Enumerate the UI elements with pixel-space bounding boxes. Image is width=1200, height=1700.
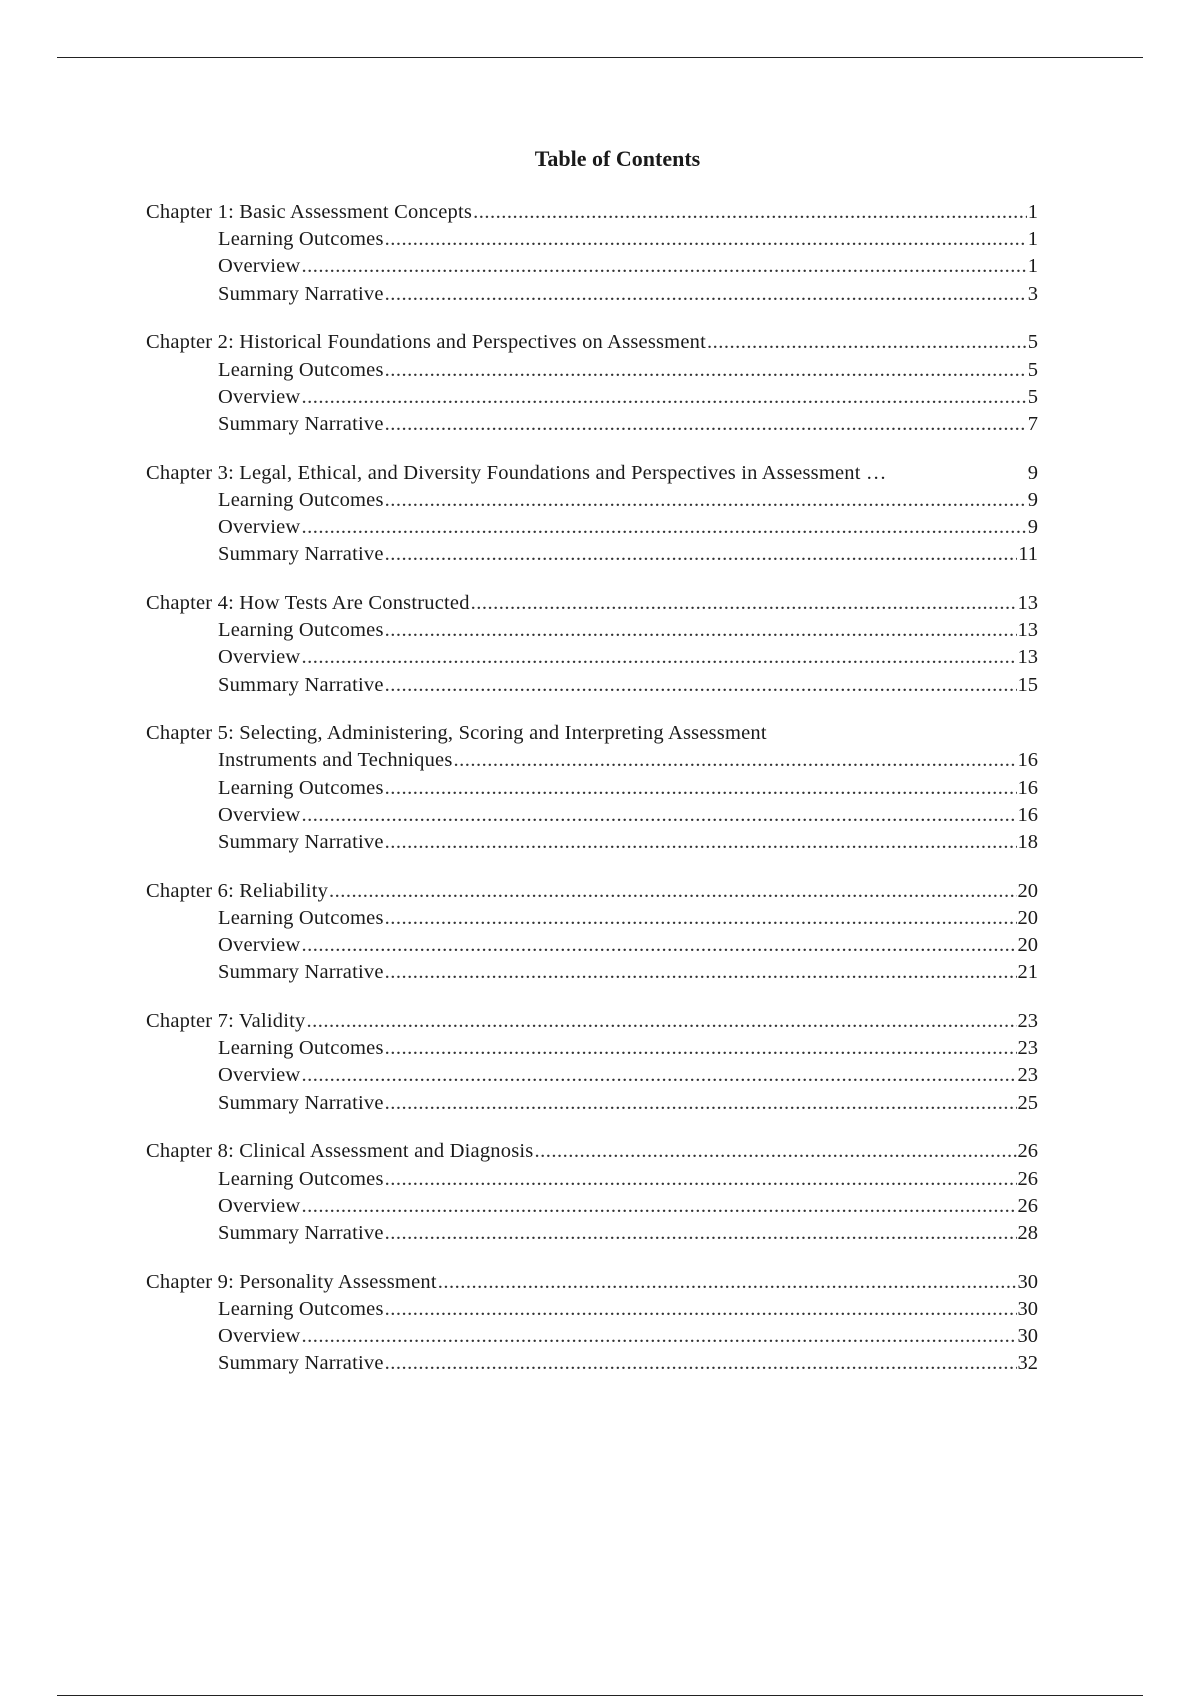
dot-leader bbox=[385, 487, 1027, 514]
toc-page-number: 23 bbox=[1017, 1010, 1038, 1033]
toc-entry-label: Overview bbox=[218, 1064, 301, 1087]
toc-entry-learning-outcomes[interactable] bbox=[146, 1296, 1038, 1323]
toc-page-number: 26 bbox=[1017, 1167, 1038, 1190]
dot-leader bbox=[385, 226, 1027, 253]
toc-entry-label: Learning Outcomes bbox=[218, 358, 384, 381]
toc-entry-chapter-4[interactable] bbox=[146, 590, 1038, 617]
dot-leader bbox=[385, 1220, 1017, 1247]
toc-page-number: 23 bbox=[1017, 1064, 1038, 1087]
toc-entry-learning-outcomes[interactable] bbox=[146, 357, 1038, 384]
dot-leader bbox=[301, 1062, 1016, 1089]
toc-page-number: 13 bbox=[1017, 591, 1038, 614]
toc-page-number: 1 bbox=[1027, 228, 1038, 251]
toc-entry-chapter-2[interactable] bbox=[146, 329, 1038, 356]
dot-leader bbox=[385, 357, 1027, 384]
toc-entry-chapter-5-line-1[interactable] bbox=[146, 720, 1038, 747]
toc-page-number: 26 bbox=[1017, 1194, 1038, 1217]
dot-leader bbox=[385, 411, 1027, 438]
toc-page-number: 30 bbox=[1017, 1325, 1038, 1348]
toc-entry-learning-outcomes[interactable] bbox=[146, 905, 1038, 932]
toc-chapter-8 bbox=[146, 1138, 1038, 1247]
dot-leader bbox=[454, 747, 1017, 774]
toc-entry-overview[interactable] bbox=[146, 1323, 1038, 1350]
toc-entry-chapter-3[interactable] bbox=[146, 460, 1038, 487]
toc-page-number: 18 bbox=[1017, 831, 1038, 854]
toc-title: Table of Contents bbox=[534, 146, 701, 171]
toc-page-number: 23 bbox=[1017, 1037, 1038, 1060]
dot-leader bbox=[385, 1090, 1017, 1117]
dot-leader bbox=[301, 802, 1016, 829]
dot-leader bbox=[385, 959, 1017, 986]
toc-entry-label: Overview bbox=[218, 255, 301, 278]
toc-entry-label: Instruments and Techniques bbox=[218, 749, 453, 772]
toc-entry-label: Summary Narrative bbox=[218, 1222, 384, 1244]
toc-chapter-7 bbox=[146, 1008, 1038, 1117]
toc-page-number: 20 bbox=[1017, 934, 1038, 957]
toc-entry-label: Chapter 7: Validity bbox=[146, 1010, 306, 1033]
dot-leader bbox=[385, 672, 1017, 699]
dot-leader bbox=[385, 541, 1018, 568]
toc-entry-label: Learning Outcomes bbox=[218, 1167, 384, 1190]
dot-leader bbox=[385, 1296, 1017, 1323]
dot-leader bbox=[301, 384, 1026, 411]
toc-page-number: 20 bbox=[1017, 906, 1038, 929]
toc-entry-label: Chapter 3: Legal, Ethical, and Diversity Foundations and Perspectives in Assessment … bbox=[146, 461, 887, 484]
toc-entry-label: Summary Narrative bbox=[218, 543, 384, 566]
toc-entry-overview[interactable] bbox=[146, 514, 1038, 541]
toc-entry-label: Chapter 6: Reliability bbox=[146, 879, 329, 902]
toc-entry-overview[interactable] bbox=[146, 1193, 1038, 1220]
toc-entry-summary-narrative[interactable] bbox=[146, 281, 1038, 308]
dot-leader bbox=[534, 1138, 1016, 1165]
toc-entry-learning-outcomes[interactable] bbox=[146, 487, 1038, 514]
toc-entry-learning-outcomes[interactable] bbox=[146, 1166, 1038, 1193]
toc-entry-label: Learning Outcomes bbox=[218, 906, 384, 929]
toc-entry-chapter-6[interactable] bbox=[146, 878, 1038, 905]
toc-page-number: 3 bbox=[1027, 282, 1038, 305]
toc-entry-label: Learning Outcomes bbox=[218, 228, 384, 251]
toc-entry-summary-narrative[interactable] bbox=[146, 411, 1038, 438]
bottom-rule bbox=[57, 1695, 1143, 1696]
toc-chapter-4 bbox=[146, 590, 1038, 699]
toc-entry-label: Chapter 5: Selecting, Administering, Scoring and Interpreting Assessment bbox=[146, 722, 767, 745]
toc-entry-label: Chapter 4: How Tests Are Constructed bbox=[146, 591, 470, 614]
toc-entry-summary-narrative[interactable] bbox=[146, 541, 1038, 568]
toc-list bbox=[146, 199, 1038, 1399]
toc-entry-chapter-8[interactable] bbox=[146, 1138, 1038, 1165]
toc-page-number: 20 bbox=[1017, 879, 1038, 902]
dot-leader bbox=[438, 1269, 1017, 1296]
dot-leader bbox=[473, 199, 1027, 226]
toc-entry-summary-narrative[interactable] bbox=[146, 1220, 1038, 1247]
toc-entry-label: Learning Outcomes bbox=[218, 776, 384, 799]
toc-entry-chapter-5-line-2[interactable] bbox=[146, 747, 1038, 774]
toc-entry-label: Overview bbox=[218, 385, 301, 408]
toc-entry-label: Summary Narrative bbox=[218, 1352, 384, 1375]
toc-entry-overview[interactable] bbox=[146, 253, 1038, 280]
toc-entry-label: Learning Outcomes bbox=[218, 1297, 384, 1320]
toc-entry-summary-narrative[interactable] bbox=[146, 1090, 1038, 1117]
dot-leader bbox=[385, 617, 1017, 644]
toc-entry-label: Summary Narrative bbox=[218, 1091, 384, 1114]
dot-leader bbox=[301, 1193, 1016, 1220]
dot-leader bbox=[385, 1035, 1017, 1062]
toc-page-number: 15 bbox=[1017, 673, 1038, 696]
toc-entry-overview[interactable] bbox=[146, 1062, 1038, 1089]
toc-entry-label: Overview bbox=[218, 516, 301, 539]
toc-entry-learning-outcomes[interactable] bbox=[146, 617, 1038, 644]
toc-entry-label: Overview bbox=[218, 646, 301, 669]
dot-leader bbox=[301, 253, 1026, 280]
toc-page-number: 11 bbox=[1018, 543, 1038, 566]
toc-entry-label: Summary Narrative bbox=[218, 961, 384, 984]
toc-entry-label: Learning Outcomes bbox=[218, 488, 384, 511]
toc-page-number: 1 bbox=[1027, 201, 1038, 223]
toc-entry-overview[interactable] bbox=[146, 384, 1038, 411]
toc-page-number: 9 bbox=[1027, 488, 1038, 511]
dot-leader bbox=[301, 1323, 1016, 1350]
dot-leader bbox=[385, 775, 1017, 802]
toc-entry-label: Summary Narrative bbox=[218, 282, 384, 305]
toc-entry-label: Summary Narrative bbox=[218, 673, 384, 696]
toc-page-number: 7 bbox=[1027, 412, 1038, 435]
dot-leader bbox=[707, 329, 1027, 356]
toc-entry-summary-narrative[interactable] bbox=[146, 672, 1038, 699]
toc-chapter-3 bbox=[146, 460, 1038, 569]
toc-entry-overview[interactable] bbox=[146, 644, 1038, 671]
toc-entry-label: Learning Outcomes bbox=[218, 1037, 384, 1060]
toc-entry-label: Summary Narrative bbox=[218, 831, 384, 854]
dot-leader bbox=[385, 1350, 1017, 1377]
toc-entry-learning-outcomes[interactable] bbox=[146, 775, 1038, 802]
toc-page-number: 26 bbox=[1017, 1140, 1038, 1163]
toc-page-number: 5 bbox=[1027, 385, 1038, 408]
toc-entry-summary-narrative[interactable] bbox=[146, 959, 1038, 986]
toc-page-number: 28 bbox=[1017, 1222, 1038, 1244]
toc-page-number: 30 bbox=[1017, 1270, 1038, 1293]
toc-entry-label: Overview bbox=[218, 803, 301, 826]
toc-entry-learning-outcomes[interactable] bbox=[146, 226, 1038, 253]
toc-page-number: 21 bbox=[1017, 961, 1038, 984]
toc-entry-label: Overview bbox=[218, 1325, 301, 1348]
toc-chapter-6 bbox=[146, 878, 1038, 987]
dot-leader bbox=[301, 514, 1026, 541]
toc-entry-label: Summary Narrative bbox=[218, 412, 384, 435]
toc-entry-chapter-7[interactable] bbox=[146, 1008, 1038, 1035]
toc-page-number: 25 bbox=[1017, 1091, 1038, 1114]
dot-leader bbox=[385, 829, 1017, 856]
dot-leader bbox=[385, 905, 1017, 932]
dot-leader bbox=[385, 1166, 1017, 1193]
toc-page-number: 13 bbox=[1017, 646, 1038, 669]
toc-entry-overview[interactable] bbox=[146, 802, 1038, 829]
toc-entry-summary-narrative[interactable] bbox=[146, 829, 1038, 856]
toc-entry-chapter-9[interactable] bbox=[146, 1269, 1038, 1296]
toc-entry-label: Overview bbox=[218, 934, 301, 957]
toc-page-number: 32 bbox=[1017, 1352, 1038, 1375]
toc-page-number: 9 bbox=[1027, 461, 1038, 484]
toc-page-number: 1 bbox=[1027, 255, 1038, 278]
toc-page-number: 13 bbox=[1017, 619, 1038, 642]
toc-entry-label: Learning Outcomes bbox=[218, 619, 384, 642]
toc-entry-label: Chapter 1: Basic Assessment Concepts bbox=[146, 201, 473, 223]
dot-leader bbox=[471, 590, 1017, 617]
toc-page-number: 16 bbox=[1017, 803, 1038, 826]
dot-leader bbox=[329, 878, 1016, 905]
dot-leader bbox=[301, 644, 1016, 671]
toc-entry-summary-narrative[interactable] bbox=[146, 1350, 1038, 1377]
dot-leader bbox=[306, 1008, 1016, 1035]
toc-entry-label: Chapter 2: Historical Foundations and Perspectives on Assessment bbox=[146, 331, 706, 354]
toc-page-number: 5 bbox=[1027, 358, 1038, 381]
toc-entry-label: Overview bbox=[218, 1194, 301, 1217]
toc-page-number: 16 bbox=[1017, 749, 1038, 772]
toc-entry-label: Chapter 8: Clinical Assessment and Diagnosis bbox=[146, 1140, 534, 1163]
toc-entry-overview[interactable] bbox=[146, 932, 1038, 959]
toc-entry-chapter-1[interactable] bbox=[146, 199, 1038, 226]
toc-entry-label: Chapter 9: Personality Assessment bbox=[146, 1270, 437, 1293]
dot-leader bbox=[385, 281, 1027, 308]
dot-leader bbox=[301, 932, 1016, 959]
toc-chapter-5 bbox=[146, 720, 1038, 856]
toc-page-number: 5 bbox=[1027, 331, 1038, 354]
toc-entry-learning-outcomes[interactable] bbox=[146, 1035, 1038, 1062]
toc-page-number: 30 bbox=[1017, 1297, 1038, 1320]
toc-page-number: 16 bbox=[1017, 776, 1038, 799]
toc-chapter-2 bbox=[146, 329, 1038, 438]
top-rule bbox=[57, 57, 1143, 58]
toc-page-number: 9 bbox=[1027, 516, 1038, 539]
toc-chapter-1 bbox=[146, 199, 1038, 308]
toc-chapter-9 bbox=[146, 1269, 1038, 1378]
